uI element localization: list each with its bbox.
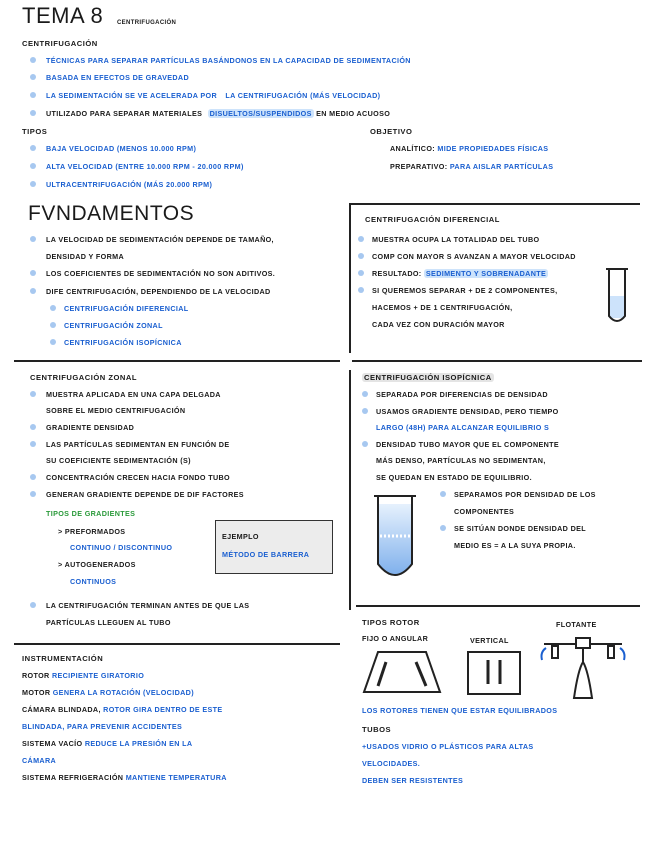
instr-v: REDUCE LA PRESIÓN EN LA bbox=[84, 739, 193, 748]
rotor-flotante-label: FLOTANTE bbox=[556, 620, 597, 629]
zonal-heading: CENTRIFUGACIÓN ZONAL bbox=[30, 373, 138, 382]
tubos-line-1: +USADOS VIDRIO O PLÁSTICOS PARA ALTAS bbox=[362, 742, 534, 751]
objetivo-preparativo bbox=[390, 162, 553, 171]
intro-b3-pre: LA SEDIMENTACIÓN SE VE ACELERADA POR bbox=[46, 91, 217, 100]
autogenerados: > AUTOGENERADOS bbox=[58, 560, 136, 569]
instr-v: GENERA LA ROTACIÓN (VELOCIDAD) bbox=[52, 688, 194, 697]
instr-k: MOTOR bbox=[22, 688, 51, 697]
continuo-discontinuo: CONTINUO / DISCONTINUO bbox=[70, 543, 173, 552]
fund-sub-3: CENTRIFUGACIÓN ISOPÍCNICA bbox=[64, 338, 182, 347]
intro-b4-post: EN MEDIO ACUOSO bbox=[316, 109, 391, 118]
preparativo-value: PARA AISLAR PARTÍCULAS bbox=[449, 162, 554, 171]
instr-k: SISTEMA REFRIGERACIÓN bbox=[22, 773, 124, 782]
analitico-value: MIDE PROPIEDADES FÍSICAS bbox=[437, 144, 549, 153]
dif-line-2: COMP CON MAYOR S AVANZAN A MAYOR VELOCIDAD bbox=[372, 252, 576, 261]
isopicnica-heading-text: CENTRIFUGACIÓN ISOPÍCNICA bbox=[364, 373, 492, 382]
bullet-dot bbox=[30, 92, 36, 98]
instr-row-2 bbox=[22, 688, 194, 697]
intro-bullet-2: BASADA EN EFECTOS DE GRAVEDAD bbox=[46, 73, 189, 82]
iso-line-9: SE SITÚAN DONDE DENSIDAD DEL bbox=[454, 524, 586, 533]
intro-bullet-1: TÉCNICAS PARA SEPARAR PARTÍCULAS BASÁNDONOS EN LA CAPACIDAD DE SEDIMENTACIÓN bbox=[46, 56, 411, 65]
instr-v: ROTOR GIRA DENTRO DE ESTE bbox=[103, 705, 223, 714]
zonal-line-2: SOBRE EL MEDIO CENTRIFUGACIÓN bbox=[46, 406, 186, 415]
tubos-line-2: VELOCIDADES. bbox=[362, 759, 421, 768]
zonal-last-2: PARTÍCULAS LLEGUEN AL TUBO bbox=[46, 618, 171, 627]
bullet-dot bbox=[362, 391, 368, 397]
iso-line-5: MÁS DENSO, PARTÍCULAS NO SEDIMENTAN, bbox=[376, 456, 546, 465]
tubos-line-3: DEBEN SER RESISTENTES bbox=[362, 776, 464, 785]
instr-row-4: BLINDADA, PARA PREVENIR ACCIDENTES bbox=[22, 722, 183, 731]
bullet-dot bbox=[30, 602, 36, 608]
instr-row-5 bbox=[22, 739, 192, 748]
bullet-dot bbox=[30, 491, 36, 497]
bullet-dot bbox=[50, 339, 56, 345]
instrumentacion-heading: INSTRUMENTACIÓN bbox=[22, 654, 104, 663]
instr-v: RECIPIENTE GIRATORIO bbox=[51, 671, 145, 680]
zonal-line-5: SU COEFICIENTE SEDIMENTACIÓN (S) bbox=[46, 456, 191, 465]
ejemplo-text: MÉTODO DE BARRERA bbox=[222, 550, 310, 559]
zonal-line-3: GRADIENTE DENSIDAD bbox=[46, 423, 135, 432]
instr-row-6: CÁMARA bbox=[22, 756, 57, 765]
bullet-dot bbox=[50, 322, 56, 328]
gradient-tube-icon bbox=[372, 492, 418, 588]
bullet-dot bbox=[30, 424, 36, 430]
zonal-line-1: MUESTRA APLICADA EN UNA CAPA DELGADA bbox=[46, 390, 221, 399]
bullet-dot bbox=[30, 181, 36, 187]
intro-b4-blue: DISUELTOS/SUSPENDIDOS bbox=[209, 109, 312, 118]
instr-row-7 bbox=[22, 773, 227, 782]
bullet-dot bbox=[30, 270, 36, 276]
objetivo-analitico bbox=[390, 144, 548, 153]
isopicnica-heading bbox=[362, 373, 494, 382]
fund-line-2: DENSIDAD Y FORMA bbox=[46, 252, 125, 261]
bullet-dot bbox=[30, 163, 36, 169]
resultado-value: SEDIMENTO Y SOBRENADANTE bbox=[425, 269, 547, 278]
vertical-rotor-icon bbox=[466, 650, 522, 696]
intro-heading: CENTRIFUGACIÓN bbox=[22, 39, 98, 48]
instr-k: ROTOR bbox=[22, 671, 50, 680]
iso-line-6: SE QUEDAN EN ESTADO DE EQUILIBRIO. bbox=[376, 473, 532, 482]
instr-k: SISTEMA VACÍO bbox=[22, 739, 83, 748]
intro-b4-pre: UTILIZADO PARA SEPARAR MATERIALES bbox=[46, 109, 203, 118]
iso-line-7: SEPARAMOS POR DENSIDAD DE LOS bbox=[454, 490, 596, 499]
bullet-dot bbox=[30, 441, 36, 447]
bullet-dot bbox=[30, 57, 36, 63]
intro-b3-mid: LA CENTRIFUGACIÓN bbox=[225, 91, 308, 100]
objetivo-heading: OBJETIVO bbox=[370, 127, 413, 136]
analitico-label: ANALÍTICO: bbox=[390, 144, 436, 153]
instr-v: MANTIENE TEMPERATURA bbox=[125, 773, 227, 782]
fund-sub-1: CENTRIFUGACIÓN DIFERENCIAL bbox=[64, 304, 189, 313]
divider bbox=[14, 360, 340, 362]
iso-line-3: LARGO (48H) PARA ALCANZAR EQUILIBRIO S bbox=[376, 423, 550, 432]
zonal-line-6: CONCENTRACIÓN CRECEN HACIA FONDO TUBO bbox=[46, 473, 230, 482]
instr-k: CÁMARA BLINDADA, bbox=[22, 705, 101, 714]
rotor-fijo-label: FIJO O ANGULAR bbox=[362, 634, 429, 643]
intro-b3-blue: (MÁS VELOCIDAD) bbox=[310, 91, 381, 100]
bullet-dot bbox=[358, 253, 364, 259]
dif-line-5: HACEMOS + DE 1 CENTRIFUGACIÓN, bbox=[372, 303, 513, 312]
bullet-dot bbox=[362, 441, 368, 447]
dif-line-1: MUESTRA OCUPA LA TOTALIDAD DEL TUBO bbox=[372, 235, 540, 244]
rotores-equilibrio: LOS ROTORES TIENEN QUE ESTAR EQUILIBRADOS bbox=[362, 706, 558, 715]
intro-bullet-3 bbox=[46, 91, 380, 100]
bullet-dot bbox=[440, 491, 446, 497]
fund-sub-2: CENTRIFUGACIÓN ZONAL bbox=[64, 321, 163, 330]
iso-line-2: USAMOS GRADIENTE DENSIDAD, PERO TIEMPO bbox=[376, 407, 559, 416]
bullet-dot bbox=[30, 145, 36, 151]
bullet-dot bbox=[358, 236, 364, 242]
diferencial-heading: CENTRIFUGACIÓN DIFERENCIAL bbox=[365, 215, 500, 224]
dif-line-4: SI QUEREMOS SEPARAR + DE 2 COMPONENTES, bbox=[372, 286, 558, 295]
iso-line-8: COMPONENTES bbox=[454, 507, 515, 516]
tipos-gradientes: TIPOS DE GRADIENTES bbox=[46, 509, 136, 518]
ejemplo-title: EJEMPLO bbox=[222, 532, 259, 541]
fund-line-1: LA VELOCIDAD DE SEDIMENTACIÓN DEPENDE DE TAMAÑO, bbox=[46, 235, 274, 244]
ejemplo-box bbox=[215, 520, 333, 574]
bullet-dot bbox=[30, 74, 36, 80]
bullet-dot bbox=[30, 236, 36, 242]
fund-line-3: LOS COEFICIENTES DE SEDIMENTACIÓN NO SON ADITIVOS. bbox=[46, 269, 276, 278]
page-subtitle: CENTRIFUGACIÓN bbox=[117, 20, 177, 26]
divider bbox=[356, 605, 640, 607]
page-title: TEMA 8 bbox=[22, 3, 104, 28]
divider bbox=[352, 360, 642, 362]
dif-line-6: CADA VEZ CON DURACIÓN MAYOR bbox=[372, 320, 505, 329]
bullet-dot bbox=[50, 305, 56, 311]
zonal-line-4: LAS PARTÍCULAS SEDIMENTAN EN FUNCIÓN DE bbox=[46, 440, 230, 449]
dif-line-3 bbox=[372, 269, 548, 278]
tubos-heading: TUBOS bbox=[362, 725, 392, 734]
rotor-vertical-label: VERTICAL bbox=[470, 636, 509, 645]
bullet-dot bbox=[358, 270, 364, 276]
tipos-item-1: BAJA VELOCIDAD (MENOS 10.000 RPM) bbox=[46, 144, 197, 153]
continuos: CONTINUOS bbox=[70, 577, 117, 586]
divider bbox=[349, 203, 351, 353]
instr-row-3 bbox=[22, 705, 223, 714]
instr-row-1 bbox=[22, 671, 144, 680]
test-tube-icon bbox=[604, 266, 630, 328]
fundamentos-title: FVNDAMENTOS bbox=[28, 202, 195, 225]
bullet-dot bbox=[440, 525, 446, 531]
preparativo-label: PREPARATIVO: bbox=[390, 162, 448, 171]
bullet-dot bbox=[30, 110, 36, 116]
swinging-bucket-rotor-icon bbox=[538, 630, 628, 702]
divider bbox=[14, 643, 340, 645]
fixed-angle-rotor-icon bbox=[360, 648, 444, 696]
iso-line-10: MEDIO ES = A LA SUYA PROPIA. bbox=[454, 541, 576, 550]
iso-line-4: DENSIDAD TUBO MAYOR QUE EL COMPONENTE bbox=[376, 440, 560, 449]
intro-bullet-4 bbox=[46, 109, 390, 118]
tipos-item-3: ULTRACENTRIFUGACIÓN (MÁS 20.000 RPM) bbox=[46, 180, 213, 189]
bullet-dot bbox=[30, 288, 36, 294]
fund-line-4: DIFE CENTRIFUGACIÓN, DEPENDIENDO DE LA VELOCIDAD bbox=[46, 287, 271, 296]
divider bbox=[350, 203, 640, 205]
bullet-dot bbox=[30, 391, 36, 397]
tipos-item-2: ALTA VELOCIDAD (ENTRE 10.000 RPM - 20.000 RPM) bbox=[46, 162, 244, 171]
zonal-line-7: GENERAN GRADIENTE DEPENDE DE DIF FACTORES bbox=[46, 490, 244, 499]
rotores-heading: TIPOS ROTOR bbox=[362, 618, 420, 627]
bullet-dot bbox=[30, 474, 36, 480]
bullet-dot bbox=[362, 408, 368, 414]
preformados: > PREFORMADOS bbox=[58, 527, 126, 536]
divider bbox=[349, 370, 351, 610]
tipos-heading: TIPOS bbox=[22, 127, 48, 136]
resultado-label: RESULTADO: bbox=[372, 269, 422, 278]
bullet-dot bbox=[358, 287, 364, 293]
iso-line-1: SEPARADA POR DIFERENCIAS DE DENSIDAD bbox=[376, 390, 548, 399]
zonal-last-1: LA CENTRIFUGACIÓN TERMINAN ANTES DE QUE LAS bbox=[46, 601, 250, 610]
